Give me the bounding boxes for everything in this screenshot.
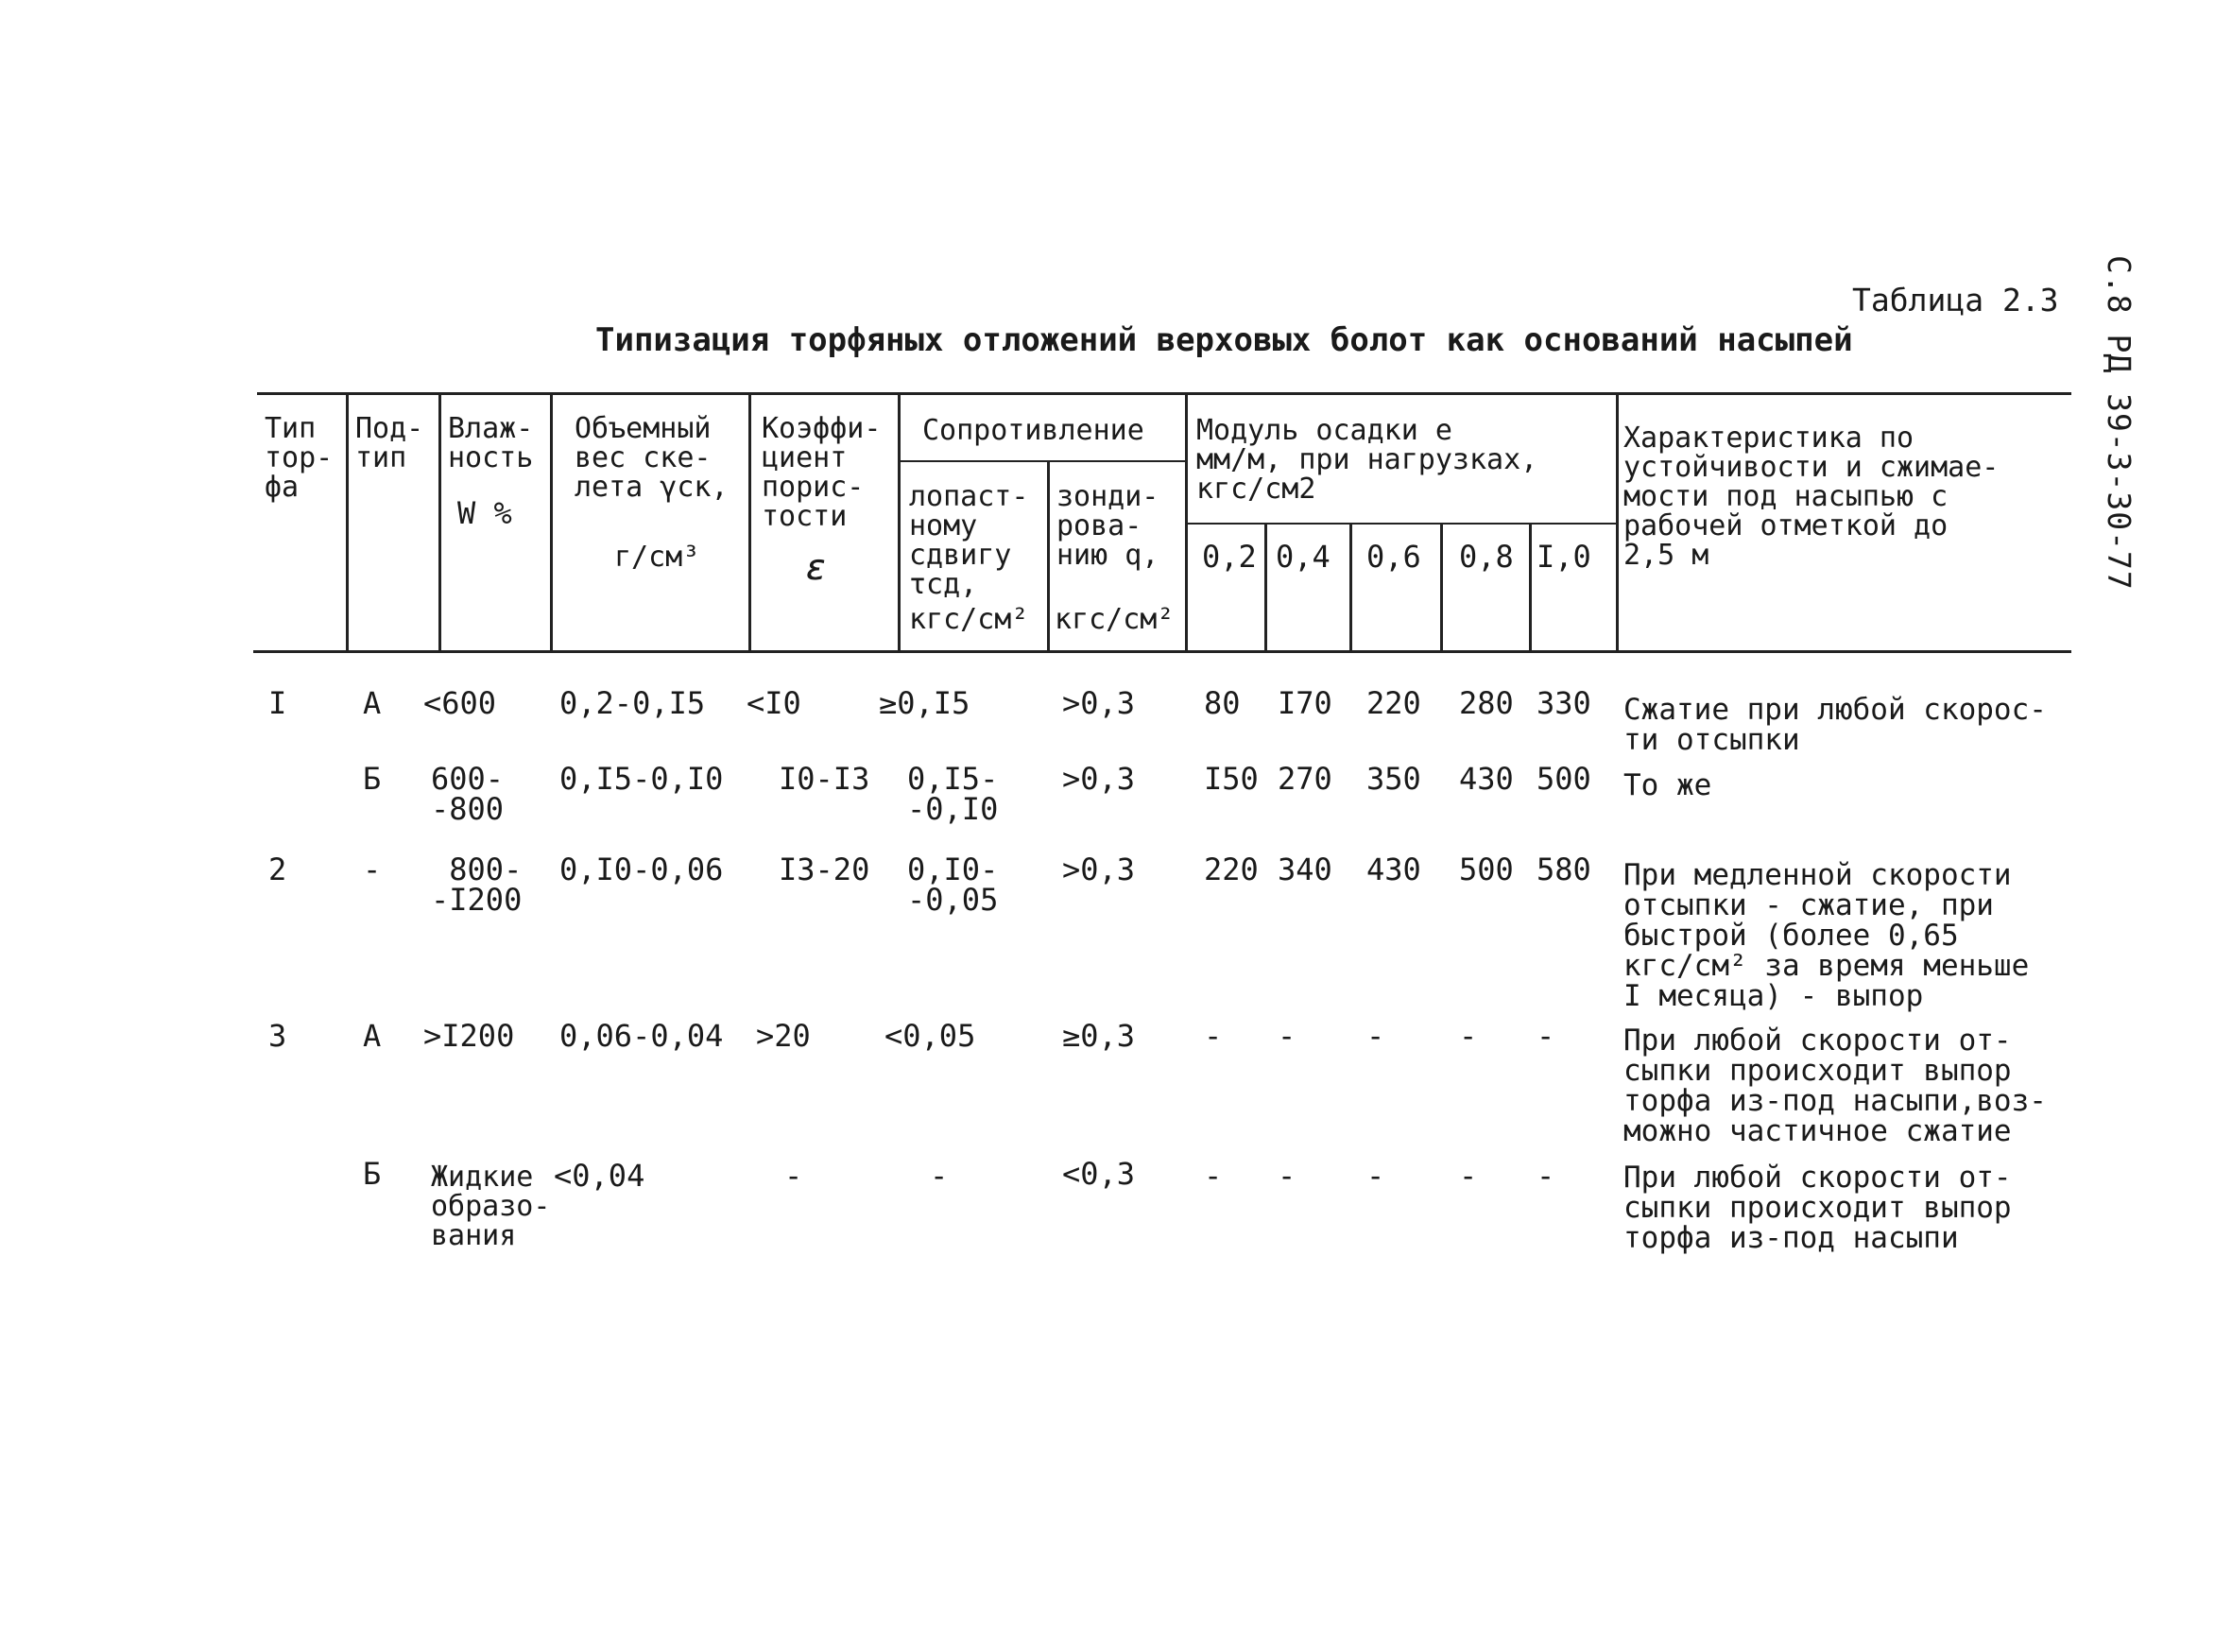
header-resistance: Сопротивление: [922, 414, 1144, 447]
row-2-probe: >0,3: [1062, 761, 1136, 797]
row-1-porosity: <I0: [747, 685, 801, 721]
row-1-moisture: <600: [423, 685, 497, 721]
col-divider: [748, 394, 751, 651]
row-4-characteristic: При любой скорости от- сыпки происходит выпор торфа из-под насыпи,воз- можно частичное сжатие: [1623, 1024, 2047, 1148]
row-5-density: <0,04: [554, 1158, 645, 1194]
header-load-3: 0,8: [1459, 539, 1514, 575]
row-3-m02: 220: [1204, 852, 1259, 887]
header-modulus: Модуль осадки e мм/м, при нагрузках, кгс/см2: [1196, 414, 1538, 506]
row-4-m02: -: [1204, 1018, 1223, 1054]
row-1-type: I: [268, 685, 287, 721]
row-3-porosity: I3-20: [779, 852, 870, 887]
col-divider: [1185, 394, 1188, 651]
row-3-m10: 580: [1537, 852, 1591, 887]
row-4-shear: <0,05: [884, 1018, 976, 1054]
modulus-subheader-rule: [1185, 523, 1616, 525]
table-title: Типизация торфяных отложений верховых болот как оснований насыпей: [595, 321, 1853, 359]
row-1-characteristic: Сжатие при любой скорос- ти отсыпки: [1623, 693, 2047, 757]
row-4-subtype: А: [363, 1018, 382, 1054]
row-2-density: 0,I5-0,I0: [559, 761, 724, 797]
row-2-m10: 500: [1537, 761, 1591, 797]
header-resistance-shear-unit: кгс/см²: [909, 603, 1029, 636]
header-porosity-symbol: ε: [805, 546, 827, 588]
row-3-subtype: -: [363, 852, 382, 887]
row-2-shear: 0,I5- -0,I0: [907, 761, 999, 827]
row-2-m02: I50: [1204, 761, 1259, 797]
row-1-shear: ≥0,I5: [879, 685, 970, 721]
row-2-m04: 270: [1278, 761, 1332, 797]
row-2-m08: 430: [1459, 761, 1514, 797]
row-4-m10: -: [1537, 1018, 1555, 1054]
col-divider: [1047, 462, 1050, 651]
row-5-m10: -: [1537, 1158, 1555, 1194]
row-1-m02: 80: [1204, 685, 1241, 721]
col-divider: [1264, 525, 1267, 651]
row-5-probe: <0,3: [1062, 1156, 1136, 1192]
header-type: Тип тор- фа: [265, 412, 334, 504]
row-3-m04: 340: [1278, 852, 1332, 887]
row-4-porosity: >20: [756, 1018, 811, 1054]
header-resistance-probe-unit: кгс/см²: [1055, 603, 1175, 636]
header-density: Объемный вес ске- лета γск,: [575, 412, 729, 504]
row-1-m10: 330: [1537, 685, 1591, 721]
row-3-density: 0,I0-0,06: [559, 852, 724, 887]
col-divider: [898, 394, 901, 651]
col-divider: [550, 394, 553, 651]
row-4-moisture: >I200: [423, 1018, 515, 1054]
header-resistance-shear: лопаст- ному сдвигу τсд,: [909, 480, 1029, 601]
row-1-probe: >0,3: [1062, 685, 1136, 721]
row-3-moisture: 800- -I200: [431, 852, 523, 918]
resistance-subheader-rule: [900, 460, 1185, 462]
row-5-m06: -: [1366, 1158, 1385, 1194]
row-2-moisture: 600- -800: [431, 761, 505, 827]
row-4-m06: -: [1366, 1018, 1385, 1054]
row-5-m04: -: [1278, 1158, 1296, 1194]
row-3-characteristic: При медленной скорости отсыпки - сжатие, при быстрой (более 0,65 кгс/см² за время меньше I месяца) - выпор: [1623, 858, 2030, 1013]
row-5-shear: -: [930, 1158, 949, 1194]
header-bottom-rule: [253, 650, 2071, 653]
row-5-characteristic: При любой скорости от- сыпки происходит выпор торфа из-под насыпи: [1623, 1161, 2012, 1255]
row-5-m02: -: [1204, 1158, 1223, 1194]
header-load-0: 0,2: [1202, 539, 1257, 575]
row-2-porosity: I0-I3: [779, 761, 870, 797]
header-load-4: I,0: [1537, 539, 1591, 575]
row-2-m06: 350: [1366, 761, 1421, 797]
row-1-m08: 280: [1459, 685, 1514, 721]
row-5-subtype: Б: [363, 1156, 382, 1192]
row-4-density: 0,06-0,04: [559, 1018, 724, 1054]
row-2-characteristic: То же: [1623, 768, 1712, 802]
row-4-probe: ≥0,3: [1062, 1018, 1136, 1054]
row-3-shear: 0,I0- -0,05: [907, 852, 999, 918]
header-porosity: Коэффи- циент порис- тости: [762, 412, 882, 533]
header-moisture-symbol: W %: [457, 495, 512, 531]
row-5-porosity: -: [784, 1158, 803, 1194]
row-3-type: 2: [268, 852, 287, 887]
row-1-m04: I70: [1278, 685, 1332, 721]
row-2-subtype: Б: [363, 761, 382, 797]
row-1-subtype: А: [363, 685, 382, 721]
row-4-type: 3: [268, 1018, 287, 1054]
row-1-density: 0,2-0,I5: [559, 685, 706, 721]
header-resistance-probe: зонди- рова- нию q,: [1056, 480, 1159, 572]
row-4-m08: -: [1459, 1018, 1478, 1054]
row-3-m06: 430: [1366, 852, 1421, 887]
document-code: С.8 РД 39-3-30-77: [2101, 255, 2138, 591]
header-moisture: Влаж- ность: [448, 412, 534, 474]
header-load-1: 0,4: [1276, 539, 1331, 575]
header-subtype: Под- тип: [355, 412, 424, 474]
header-characteristic: Характеристика по устойчивости и сжимае- мости под насыпью с рабочей отметкой до 2,5 м: [1623, 422, 2000, 572]
header-density-unit: г/см³: [614, 541, 700, 574]
row-5-moisture: Жидкие образо- вания: [431, 1161, 551, 1252]
col-divider: [1440, 525, 1443, 651]
table-top-rule: [257, 392, 2071, 395]
table-label: Таблица 2.3: [1852, 282, 2059, 318]
row-4-m04: -: [1278, 1018, 1296, 1054]
row-5-m08: -: [1459, 1158, 1478, 1194]
row-3-probe: >0,3: [1062, 852, 1136, 887]
col-divider: [346, 394, 349, 651]
row-3-m08: 500: [1459, 852, 1514, 887]
col-divider: [1529, 525, 1532, 651]
col-divider: [438, 394, 441, 651]
row-1-m06: 220: [1366, 685, 1421, 721]
header-load-2: 0,6: [1366, 539, 1421, 575]
col-divider: [1616, 394, 1619, 651]
col-divider: [1349, 525, 1352, 651]
